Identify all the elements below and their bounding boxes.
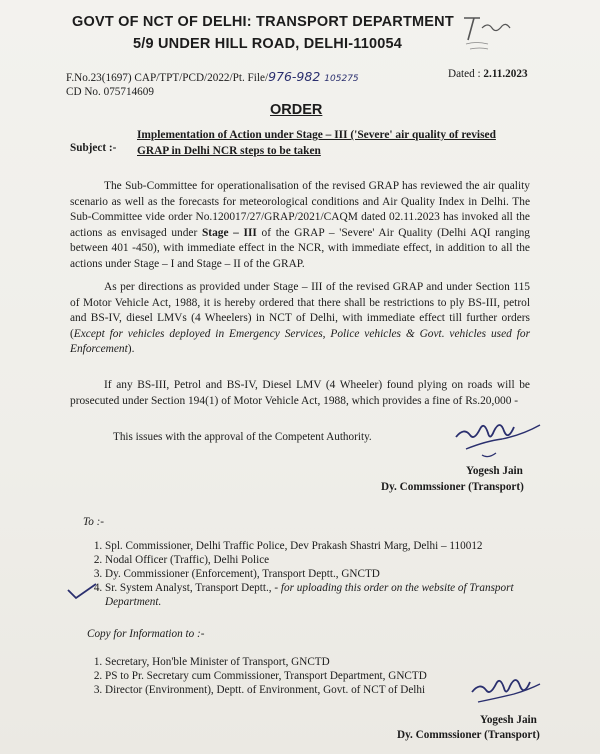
paragraph-2: As per directions as provided under Stage – III of the revised GRAP and under Section 115 of Motor Vehicle Act, 1988, it is hereby ordered that there shall be restrictions to ply BS-III, petrol and BS-IV, diesel LMVs (4 Wheelers) in NCT of Delhi, with immediate effect till further orders (Except for vehicles deployed in Emergency Services, Police vehicles & Govt. vehicles used for Enforcement).: [70, 281, 530, 355]
initials-stamp-icon: [458, 10, 518, 52]
list-item: 2. PS to Pr. Secretary cum Commissioner, Transport Department, GNCTD: [105, 669, 547, 683]
order-title: ORDER: [270, 102, 323, 118]
tick-mark-icon: [64, 580, 100, 602]
list-item: 3. Dy. Commissioner (Enforcement), Transport Deptt., GNCTD: [105, 567, 547, 581]
subject-text: Implementation of Action under Stage – III ('Severe' air quality of revised GRAP in Delhi NCR steps to be taken: [137, 129, 496, 157]
signature-icon: [468, 670, 548, 714]
list-item: 4. Sr. System Analyst, Transport Deptt., - for uploading this order on the website of Transport Department.: [105, 581, 547, 609]
to-label: To :-: [83, 516, 105, 528]
dated: Dated : 2.11.2023: [448, 68, 528, 80]
signatory-2-designation: Dy. Commssioner (Transport): [397, 729, 540, 741]
signatory-1-name: Yogesh Jain: [466, 465, 523, 477]
approval-line: This issues with the approval of the Competent Authority.: [113, 431, 372, 443]
signatory-1-designation: Dy. Commssioner (Transport): [381, 481, 524, 493]
handwritten-suffix: 105275: [324, 74, 359, 84]
copy-label: Copy for Information to :-: [87, 628, 205, 640]
list-item: 2. Nodal Officer (Traffic), Delhi Police: [105, 553, 547, 567]
list-item: 3. Director (Environment), Deptt. of Environment, Govt. of NCT of Delhi: [105, 683, 547, 697]
subject-label: Subject :-: [70, 142, 117, 154]
list-item: 1. Secretary, Hon'ble Minister of Transport, GNCTD: [105, 655, 547, 669]
signature-icon: [452, 415, 548, 465]
dated-value: 2.11.2023: [483, 68, 528, 80]
header-line-1: GOVT OF NCT OF DELHI: TRANSPORT DEPARTMENT: [72, 14, 454, 30]
header-line-2: 5/9 UNDER HILL ROAD, DELHI-110054: [133, 36, 403, 52]
paragraph-3: If any BS-III, Petrol and BS-IV, Diesel LMV (4 Wheeler) found plying on roads will be prosecuted under Section 194(1) of Motor Vehicle Act, 1988, which provides a fine of Rs.20,000 -: [70, 379, 530, 407]
handwritten-file-number: 976-982: [268, 69, 321, 84]
paragraph-1: The Sub-Committee for operationalisation of the revised GRAP has reviewed the air quality scenario as well as the forecasts for meteorological conditions and Air Quality Index in Delhi. The Sub-Committee vide order No.120017/27/GRAP/2021/CAQM dated 02.11.2023 has invoked all the actions as envisaged under Stage – III of the GRAP – 'Severe' Air Quality (Delhi AQI ranging between 401 -450), with immediate effect in the NCR, with immediate effect, in addition to all the actions under Stage – I and Stage – II of the GRAP.: [70, 180, 530, 270]
to-list: [87, 539, 547, 609]
file-number: F.No.23(1697) CAP/TPT/PCD/2022/Pt. File/976-982 105275: [66, 69, 359, 84]
signatory-2-name: Yogesh Jain: [480, 714, 537, 726]
list-item: 1. Spl. Commissioner, Delhi Traffic Police, Dev Prakash Shastri Marg, Delhi – 110012: [105, 539, 547, 553]
cd-number: CD No. 075714609: [66, 86, 154, 98]
